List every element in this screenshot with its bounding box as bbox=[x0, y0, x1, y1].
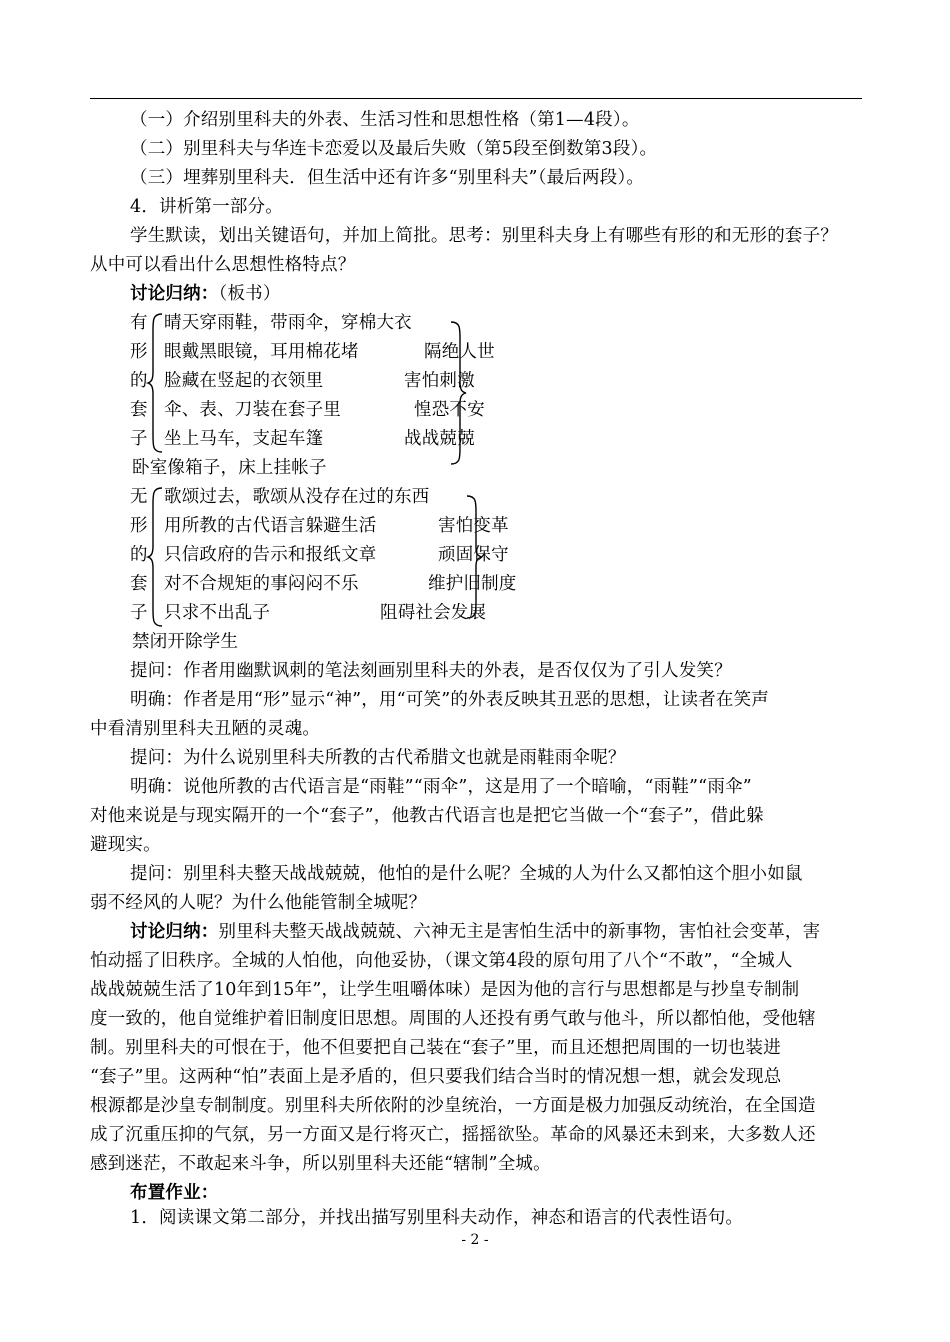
outline-part-2: （二）别里科夫与华连卡恋爱以及最后失败（第5段至倒数第3段）。 bbox=[130, 139, 658, 159]
summary-line: 根源都是沙皇专制制度。别里科夫所依附的沙皇统治，一方面是极力加强反动统治，在全国造 bbox=[90, 1096, 816, 1116]
summary-line: 怕动摇了旧秩序。全城的人怕他，向他妥协，（课文第4段的原句用了八个“不敢”，“全城人 bbox=[90, 951, 793, 971]
answer-line: 避现实。 bbox=[90, 835, 161, 855]
summary-line: “套子”里。这两种“怕”表面上是矛盾的，但只要我们结合当时的情况想一想，就会发现总 bbox=[90, 1067, 782, 1087]
board-item: 只求不出乱子 bbox=[164, 603, 271, 623]
section-heading: 4．讲析第一部分。 bbox=[130, 197, 283, 217]
summary-text: 别里科夫整天战战兢兢、六神无主是害怕生活中的新事物，害怕社会变革，害 bbox=[218, 922, 821, 942]
board-vertical-char: 套 bbox=[130, 574, 148, 594]
board-vertical-char: 子 bbox=[130, 429, 148, 449]
board-item: 脸藏在竖起的衣领里 bbox=[164, 371, 324, 391]
paragraph-line: 学生默读，划出关键语句，并加上简批。思考：别里科夫身上有哪些有形的和无形的套子？ bbox=[130, 226, 838, 246]
homework-item: 1．阅读课文第二部分，并找出描写别里科夫动作，神态和语言的代表性语句。 bbox=[130, 1208, 744, 1228]
board-trait: 顽固保守 bbox=[438, 545, 509, 565]
header-rule bbox=[90, 98, 862, 99]
board-trait: 阻碍社会发展 bbox=[380, 603, 487, 623]
board-item: 晴天穿雨鞋，带雨伞，穿棉大衣 bbox=[164, 313, 412, 333]
question: 弱不经风的人呢？为什么他能管制全城呢？ bbox=[90, 893, 427, 913]
board-vertical-char: 的 bbox=[130, 545, 148, 565]
board-trait: 战战兢兢 bbox=[404, 429, 475, 449]
homework-heading: 布置作业： bbox=[130, 1183, 219, 1203]
board-trait: 隔绝人世 bbox=[424, 342, 495, 362]
summary-line: 感到迷茫，不敢起来斗争，所以别里科夫还能“辖制”全城。 bbox=[90, 1154, 551, 1174]
board-trait: 害怕刺激 bbox=[404, 371, 475, 391]
summary-line: 度一致的，他自觉维护着旧制度旧思想。周围的人还投有勇气敢与他斗，所以都怕他，受他辖 bbox=[90, 1009, 816, 1029]
question: 提问：作者用幽默讽刺的笔法刻画别里科夫的外表，是否仅仅为了引人发笑？ bbox=[130, 661, 732, 681]
board-vertical-char: 子 bbox=[130, 603, 148, 623]
board-trait: 维护旧制度 bbox=[428, 574, 517, 594]
paragraph-line: 从中可以看出什么思想性格特点？ bbox=[90, 255, 356, 275]
outline-part-1: （一）介绍别里科夫的外表、生活习性和思想性格（第1—4段）。 bbox=[130, 110, 640, 130]
summary-line: 制。别里科夫的可恨在于，他不但要把自己装在“套子”里，而且还想把周围的一切也装进 bbox=[90, 1038, 781, 1058]
left-brace-tangible bbox=[146, 312, 166, 454]
summary-line: 成了沉重压抑的气氛，另一方面又是行将灭亡，摇摇欲坠。革命的风暴还未到来，大多数人还 bbox=[90, 1125, 816, 1145]
discussion-note: （板书） bbox=[218, 284, 281, 304]
board-vertical-char: 形 bbox=[130, 516, 148, 536]
summary-label: 讨论归纳： bbox=[130, 922, 219, 942]
question: 提问：为什么说别里科夫所教的古代希腊文也就是雨鞋雨伞呢？ bbox=[130, 748, 626, 768]
board-item: 用所教的古代语言躲避生活 bbox=[164, 516, 377, 536]
answer-line: 对他来说是与现实隔开的一个“套子”，他教古代语言也是把它当做一个“套子”，借此躲 bbox=[90, 806, 764, 826]
answer-line: 中看清别里科夫丑陋的灵魂。 bbox=[90, 719, 321, 739]
board-item: 只信政府的告示和报纸文章 bbox=[164, 545, 377, 565]
page-number: - 2 - bbox=[461, 1232, 489, 1248]
summary-line bbox=[130, 920, 820, 944]
summary-line: 战战兢兢生活了10年到15年”，让学生咀嚼体味）是因为他的言行与思想都是与抄皇专制制 bbox=[90, 980, 800, 1000]
board-item: 眼戴黑眼镜，耳用棉花堵 bbox=[164, 342, 359, 362]
board-item: 伞、表、刀装在套子里 bbox=[164, 400, 341, 420]
left-brace-intangible bbox=[146, 486, 166, 628]
board-trait: 害怕变革 bbox=[438, 516, 509, 536]
discussion-heading bbox=[130, 282, 281, 306]
answer-line: 明确：作者是用“形”显示“神”，用“可笑”的外表反映其丑恶的思想，让读者在笑声 bbox=[130, 690, 769, 710]
board-item: 禁闭开除学生 bbox=[132, 632, 239, 652]
board-vertical-char: 形 bbox=[130, 342, 148, 362]
board-item: 对不合规矩的事闷闷不乐 bbox=[164, 574, 359, 594]
board-vertical-char: 套 bbox=[130, 400, 148, 420]
question: 提问：别里科夫整天战战兢兢，他怕的是什么呢？全城的人为什么又都怕这个胆小如鼠 bbox=[130, 864, 803, 884]
discussion-label: 讨论归纳： bbox=[130, 284, 219, 304]
board-item: 卧室像箱子，床上挂帐子 bbox=[132, 458, 327, 478]
answer-line: 明确：说他所教的古代语言是“雨鞋”“雨伞”，这是用了一个暗喻，“雨鞋”“雨伞” bbox=[130, 777, 752, 797]
board-item: 坐上马车，支起车篷 bbox=[164, 429, 324, 449]
board-item: 歌颂过去，歌颂从没存在过的东西 bbox=[164, 487, 430, 507]
outline-part-3: （三）埋葬别里科夫．但生活中还有许多“别里科夫”（最后两段）。 bbox=[130, 168, 645, 188]
board-vertical-char: 的 bbox=[130, 371, 148, 391]
board-trait: 惶恐不安 bbox=[414, 400, 485, 420]
board-vertical-char: 无 bbox=[130, 487, 148, 507]
board-vertical-char: 有 bbox=[130, 313, 148, 333]
